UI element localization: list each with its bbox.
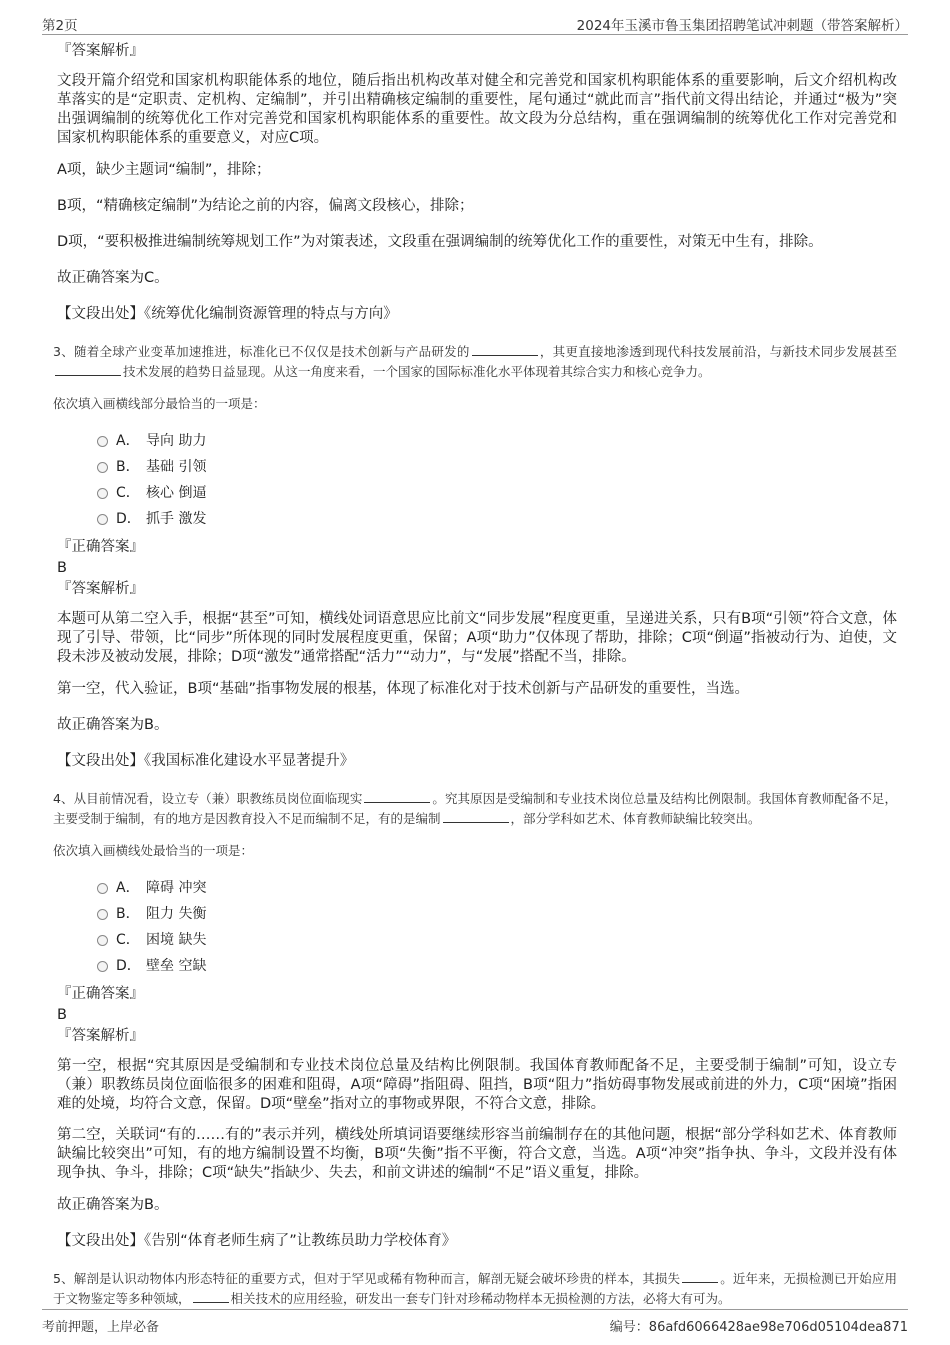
question-5-stem: 5、解剖是认识动物体内形态特征的重要方式，但对于罕见或稀有物种而言，解剖无疑会破坏珍贵的样本，其损失 。近年来，无损检测已开始应用于文物鉴定等多种领域， 相关技术的应用经验，研发出一套专门针对珍稀动物样本无损检测的方法，必将大有可为。	[53, 1271, 897, 1306]
document-content	[53, 40, 897, 1309]
fill-blank	[193, 1290, 229, 1303]
question-4-options	[97, 875, 897, 979]
fill-blank	[443, 810, 509, 823]
fill-blank	[364, 790, 430, 803]
radio-icon[interactable]	[97, 514, 108, 525]
document-id: 编号：86afd6066428ae98e706d05104dea871	[609, 1320, 908, 1335]
source-citation: 【文段出处】《我国标准化建设水平显著提升》	[57, 753, 355, 769]
page-footer	[42, 1309, 908, 1336]
analysis-text: 第二空，关联词“有的……有的”表示并列，横线处所填词语要继续形容当前编制存在的其他问题，根据“部分学科如艺术、体育教师缺编比较突出”可知，有的地方编制设置不均衡，B项“失衡”指不平衡，符合文意，当选。A项“冲突”指争执、争斗，文段并没有体现争执、争斗，排除；C项“缺失”指缺少、失去，和前文讲述的编制“不足”语义重复，排除。	[57, 1127, 897, 1181]
question-3-stem: 3、随着全球产业变革加速推进，标准化已不仅仅是技术创新与产品研发的 ，其更直接地渗透到现代科技发展前沿，与新技术同步发展甚至技术发展的趋势日益显现。从这一角度来看，一个国家的国际标准化水平体现着其综合实力和核心竞争力。	[53, 344, 897, 379]
option-b[interactable]: B． 阻力 失衡	[97, 901, 897, 927]
question-3-options	[97, 428, 897, 532]
radio-icon[interactable]	[97, 462, 108, 473]
question-prompt: 依次填入画横线部分最恰当的一项是：	[53, 396, 266, 411]
option-a[interactable]: A． 障碍 冲突	[97, 875, 897, 901]
analysis-text: 文段开篇介绍党和国家机构职能体系的地位，随后指出机构改革对健全和完善党和国家机构职能体系的重要影响，后文介绍机构改革落实的是“定职责、定机构、定编制”，并引出精确核定编制的重要性，尾句通过“就此而言”指代前文得出结论，并通过“极为”突出强调编制的统筹优化工作对完善党和国家机构职能体系的重要性。故文段为分总结构，重在强调编制的统筹优化工作对完善党和国家机构职能体系的重要意义，对应C项。	[57, 73, 897, 146]
correct-answer-label: 『正确答案』	[57, 986, 144, 1002]
source-citation: 【文段出处】《统筹优化编制资源管理的特点与方向》	[57, 306, 398, 322]
page-header	[42, 12, 908, 35]
analysis-label: 『答案解析』	[57, 43, 144, 59]
conclusion: 故正确答案为C。	[57, 270, 169, 286]
correct-answer-label: 『正确答案』	[57, 539, 144, 555]
fill-blank	[472, 343, 538, 356]
analysis-option-b: B项，“精确核定编制”为结论之前的内容，偏离文段核心，排除；	[57, 198, 474, 214]
radio-icon[interactable]	[97, 935, 108, 946]
conclusion: 故正确答案为B。	[57, 717, 169, 733]
radio-icon[interactable]	[97, 909, 108, 920]
analysis-label: 『答案解析』	[57, 1028, 144, 1044]
correct-answer: B	[57, 1007, 67, 1023]
source-citation: 【文段出处】《告别“体育老师生病了”让教练员助力学校体育》	[57, 1233, 457, 1249]
option-d[interactable]: D． 壁垒 空缺	[97, 953, 897, 979]
radio-icon[interactable]	[97, 436, 108, 447]
radio-icon[interactable]	[97, 883, 108, 894]
analysis-option-d: D项，“要积极推进编制统筹规划工作”为对策表述，文段重在强调编制的统筹优化工作的重要性，对策无中生有，排除。	[57, 234, 823, 250]
option-c[interactable]: C． 困境 缺失	[97, 927, 897, 953]
analysis-text: 本题可从第二空入手，根据“甚至”可知，横线处词语意思应比前文“同步发展”程度更重，呈递进关系，只有B项“引领”符合文意，体现了引导、带领，比“同步”所体现的同时发展程度更重，保留；A项“助力”仅体现了帮助，排除；C项“倒逼”指被动行为、迫使，文段未涉及被动发展，排除；D项“激发”通常搭配“活力”“动力”，与“发展”搭配不当，排除。	[57, 611, 897, 665]
radio-icon[interactable]	[97, 961, 108, 972]
option-c[interactable]: C． 核心 倒逼	[97, 480, 897, 506]
question-prompt: 依次填入画横线处最恰当的一项是：	[53, 843, 254, 858]
fill-blank	[682, 1270, 718, 1283]
fill-blank	[55, 363, 121, 376]
analysis-text: 第一空，代入验证，B项“基础”指事物发展的根基，体现了标准化对于技术创新与产品研发的重要性，当选。	[57, 681, 749, 697]
document-title: 2024年玉溪市鲁玉集团招聘笔试冲刺题（带答案解析）	[576, 18, 908, 34]
analysis-text: 第一空，根据“究其原因是受编制和专业技术岗位总量及结构比例限制。我国体育教师配备不足，主要受制于编制”可知，设立专（兼）职教练员岗位面临很多的困难和阻碍，A项“障碍”指阻碍、阻挡，B项“阻力”指妨碍事物发展或前进的外力，C项“困境”指困难的处境，均符合文意，保留。D项“壁垒”指对立的事物或界限，不符合文意，排除。	[57, 1058, 897, 1112]
analysis-option-a: A项，缺少主题词“编制”，排除；	[57, 162, 271, 178]
footer-slogan: 考前押题，上岸必备	[42, 1320, 160, 1335]
option-b[interactable]: B． 基础 引领	[97, 454, 897, 480]
option-d[interactable]: D． 抓手 激发	[97, 506, 897, 532]
option-a[interactable]: A． 导向 助力	[97, 428, 897, 454]
analysis-label: 『答案解析』	[57, 581, 144, 597]
correct-answer: B	[57, 560, 67, 576]
conclusion: 故正确答案为B。	[57, 1197, 169, 1213]
radio-icon[interactable]	[97, 488, 108, 499]
page-number: 第2页	[42, 18, 78, 34]
question-4-stem: 4、从目前情况看，设立专（兼）职教练员岗位面临现实 。究其原因是受编制和专业技术岗位总量及结构比例限制。我国体育教师配备不足，主要受制于编制，有的地方是因教育投入不足而编制不足，有的是编制 ，部分学科如艺术、体育教师缺编比较突出。	[53, 791, 897, 826]
